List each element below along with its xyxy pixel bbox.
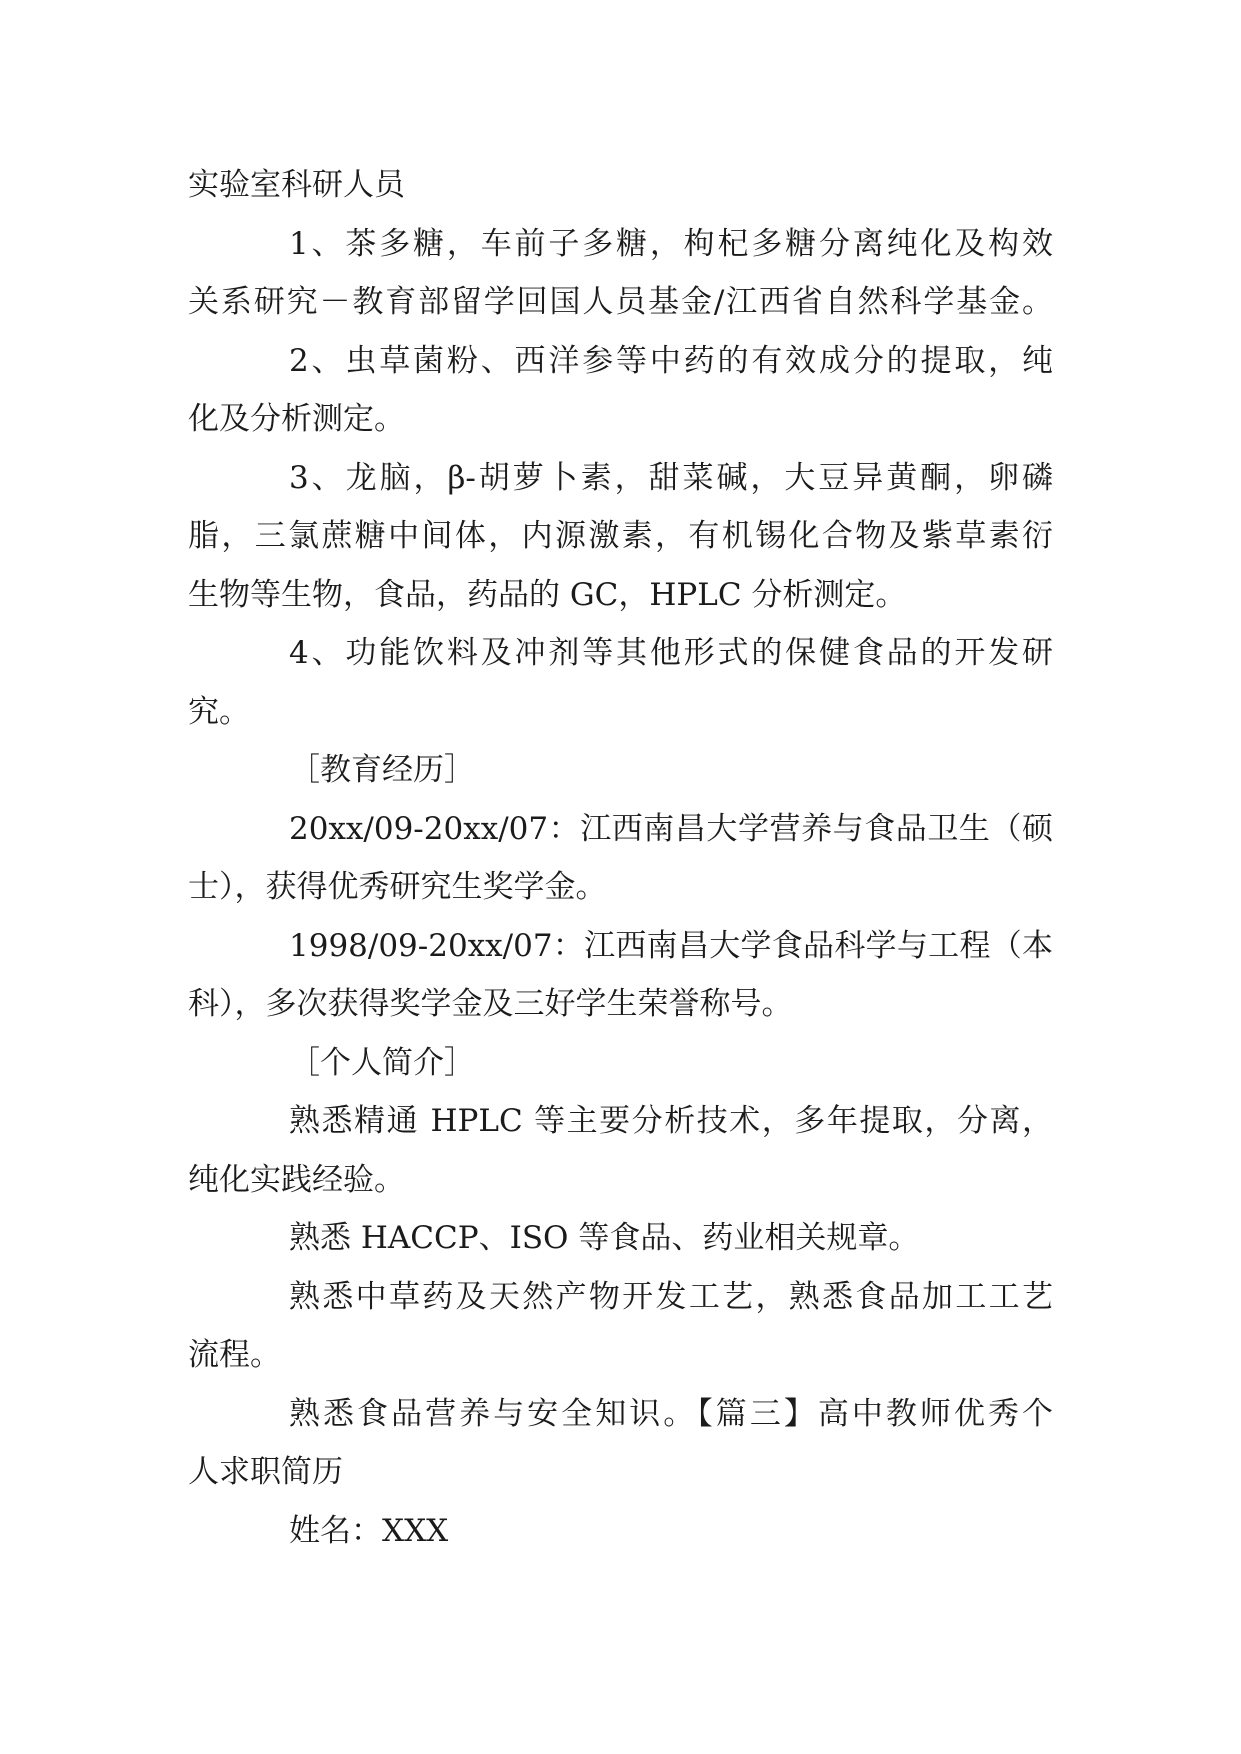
profile-entry-2 (188, 1209, 1053, 1268)
research-item-3 (188, 449, 1053, 625)
text-line: 1998/09-20xx/07：江西南昌大学食品科学与工程（本 (289, 927, 1053, 964)
text-line: 科），多次获得奖学金及三好学生荣誉称号。 (188, 986, 793, 1022)
text-line: 纯化实践经验。 (188, 1161, 405, 1198)
section-heading-education: ［教育经历］ (289, 752, 475, 788)
text-line: 熟悉 HACCP、ISO 等食品、药业相关规章。 (289, 1220, 920, 1256)
text-line: 熟悉中草药及天然产物开发工艺，熟悉食品加工工艺 (289, 1278, 1053, 1315)
text-line: 熟悉精通 HPLC 等主要分析技术，多年提取，分离， (289, 1103, 1053, 1139)
text-line: 生物等生物，食品，药品的 GC，HPLC 分析测定。 (188, 576, 907, 613)
intro-line: 实验室科研人员 (188, 167, 405, 203)
text-line: 关系研究－教育部留学回国人员基金/江西省自然科学基金。 (188, 284, 1053, 320)
section-heading-profile: ［个人简介］ (289, 1044, 475, 1081)
education-entry-1 (188, 800, 1053, 917)
research-item-1 (188, 215, 1053, 332)
text-line: 化及分析测定。 (188, 401, 405, 437)
research-item-2 (188, 332, 1053, 449)
research-item-4 (188, 624, 1053, 741)
text-line: 3、龙脑，β-胡萝卜素，甜菜碱，大豆异黄酮，卵磷 (289, 459, 1053, 496)
education-entry-2 (188, 917, 1053, 1034)
text-line: 究。 (188, 693, 250, 730)
profile-entry-3 (188, 1268, 1053, 1385)
document-body (188, 156, 1053, 1560)
profile-entry-1 (188, 1092, 1053, 1209)
text-line: 20xx/09-20xx/07：江西南昌大学营养与食品卫生（硕 (289, 810, 1053, 847)
text-line: 流程。 (188, 1337, 281, 1373)
profile-entry-4 (188, 1385, 1053, 1502)
text-line: 人求职简历 (188, 1454, 343, 1490)
name-line: 姓名：XXX (289, 1512, 449, 1549)
text-line: 脂，三氯蔗糖中间体，内源激素，有机锡化合物及紫草素衍 (188, 518, 1053, 554)
text-line: 熟悉食品营养与安全知识。【篇三】高中教师优秀个 (289, 1395, 1053, 1432)
text-line: 2、虫草菌粉、西洋参等中药的有效成分的提取，纯 (289, 342, 1053, 379)
text-line: 4、功能饮料及冲剂等其他形式的保健食品的开发研 (289, 635, 1053, 671)
text-line: 1、茶多糖，车前子多糖，枸杞多糖分离纯化及构效 (289, 225, 1053, 262)
text-line: 士），获得优秀研究生奖学金。 (188, 869, 607, 905)
